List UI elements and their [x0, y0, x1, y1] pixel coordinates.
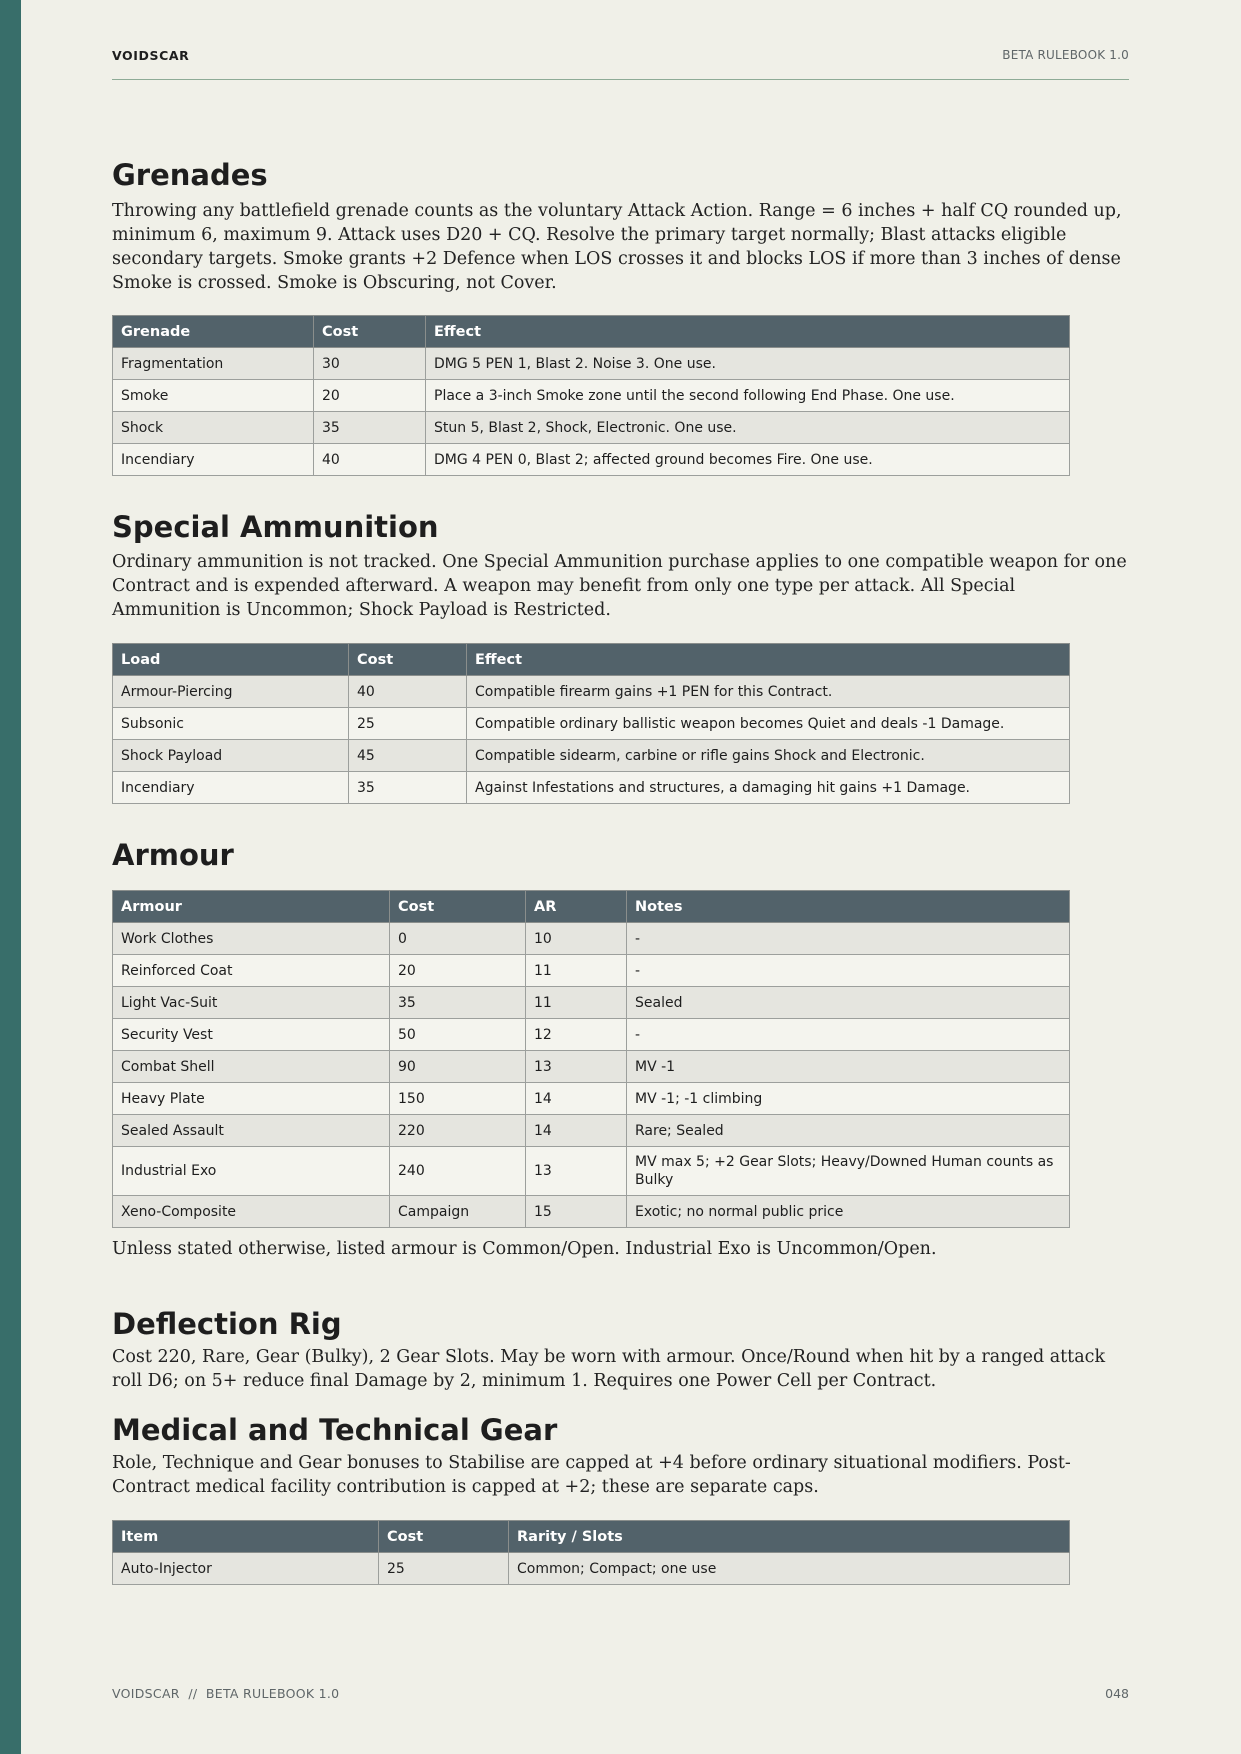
- table-cell: 50: [390, 1019, 526, 1051]
- table-cell: 45: [349, 740, 467, 772]
- table-cell: 13: [526, 1051, 627, 1083]
- table-cell: Subsonic: [113, 708, 349, 740]
- table-row: [113, 1147, 1070, 1196]
- table-row: [113, 955, 1070, 987]
- table-cell: Exotic; no normal public price: [627, 1196, 1070, 1228]
- column-header: Cost: [390, 891, 526, 923]
- table-cell: Stun 5, Blast 2, Shock, Electronic. One use.: [426, 412, 1070, 444]
- table-row: [113, 1051, 1070, 1083]
- medical-table: [112, 1520, 1070, 1585]
- table-cell: Auto-Injector: [113, 1553, 379, 1585]
- table-cell: MV max 5; +2 Gear Slots; Heavy/Downed Human counts as Bulky: [627, 1147, 1070, 1196]
- table-cell: 150: [390, 1083, 526, 1115]
- table-row: [113, 444, 1070, 476]
- table-row: [113, 1196, 1070, 1228]
- table-cell: 40: [349, 676, 467, 708]
- table-cell: 90: [390, 1051, 526, 1083]
- table-cell: 35: [390, 987, 526, 1019]
- table-cell: Smoke: [113, 380, 314, 412]
- table-header-row: [113, 316, 1070, 348]
- ammo-heading: Special Ammunition: [112, 510, 439, 544]
- column-header: Armour: [113, 891, 390, 923]
- armour-table: [112, 890, 1070, 1228]
- table-cell: Xeno-Composite: [113, 1196, 390, 1228]
- table-row: [113, 740, 1070, 772]
- deflection-text: Cost 220, Rare, Gear (Bulky), 2 Gear Slots. May be worn with armour. Once/Round when hit by a ranged attack roll D6; on 5+ reduce final Damage by 2, minimum 1. Requires one Power Cell per Contract.: [112, 1347, 1106, 1391]
- column-header: Effect: [467, 644, 1070, 676]
- table-cell: Heavy Plate: [113, 1083, 390, 1115]
- table-cell: Security Vest: [113, 1019, 390, 1051]
- column-header: Grenade: [113, 316, 314, 348]
- table-cell: 14: [526, 1115, 627, 1147]
- table-cell: Campaign: [390, 1196, 526, 1228]
- table-row: [113, 380, 1070, 412]
- table-cell: Armour-Piercing: [113, 676, 349, 708]
- table-row: [113, 1553, 1070, 1585]
- table-row: [113, 923, 1070, 955]
- table-cell: 220: [390, 1115, 526, 1147]
- grenades-heading: Grenades: [112, 158, 268, 192]
- table-header-row: [113, 1521, 1070, 1553]
- table-cell: 11: [526, 955, 627, 987]
- column-header: Rarity / Slots: [509, 1521, 1070, 1553]
- table-row: [113, 412, 1070, 444]
- armour-note: Unless stated otherwise, listed armour is Common/Open. Industrial Exo is Uncommon/Open.: [112, 1239, 937, 1259]
- page-spine-bar: [0, 0, 21, 1754]
- column-header: Notes: [627, 891, 1070, 923]
- column-header: Cost: [379, 1521, 509, 1553]
- table-cell: 20: [390, 955, 526, 987]
- table-cell: DMG 5 PEN 1, Blast 2. Noise 3. One use.: [426, 348, 1070, 380]
- table-cell: 20: [314, 380, 426, 412]
- table-cell: Place a 3-inch Smoke zone until the second following End Phase. One use.: [426, 380, 1070, 412]
- table-row: [113, 708, 1070, 740]
- table-cell: MV -1; -1 climbing: [627, 1083, 1070, 1115]
- table-cell: 0: [390, 923, 526, 955]
- table-cell: 14: [526, 1083, 627, 1115]
- table-cell: 12: [526, 1019, 627, 1051]
- table-cell: Reinforced Coat: [113, 955, 390, 987]
- table-cell: 13: [526, 1147, 627, 1196]
- table-cell: 10: [526, 923, 627, 955]
- table-cell: 35: [349, 772, 467, 804]
- table-row: [113, 676, 1070, 708]
- column-header: Item: [113, 1521, 379, 1553]
- grenades-intro: Throwing any battlefield grenade counts as the voluntary Attack Action. Range = 6 inches + half CQ rounded up, minimum 6, maximum 9. Attack uses D20 + CQ. Resolve the primary target normally; Blast attacks eligible secondary targets. Smoke grants +2 Defence when LOS crosses it and blocks LOS if more than 3 inches of dense Smoke is crossed. Smoke is Obscuring, not Cover.: [112, 201, 1122, 293]
- table-cell: Incendiary: [113, 444, 314, 476]
- medical-intro: Role, Technique and Gear bonuses to Stabilise are capped at +4 before ordinary situational modifiers. Post-Contract medical facility contribution is capped at +2; these are separate caps.: [112, 1453, 1071, 1497]
- table-header-row: [113, 891, 1070, 923]
- table-cell: Common; Compact; one use: [509, 1553, 1070, 1585]
- table-cell: Rare; Sealed: [627, 1115, 1070, 1147]
- armour-heading: Armour: [112, 838, 234, 872]
- table-cell: Compatible sidearm, carbine or rifle gains Shock and Electronic.: [467, 740, 1070, 772]
- ammo-intro: Ordinary ammunition is not tracked. One Special Ammunition purchase applies to one compatible weapon for one Contract and is expended afterward. A weapon may benefit from only one type per attack. All Special Ammunition is Uncommon; Shock Payload is Restricted.: [112, 552, 1127, 620]
- table-cell: DMG 4 PEN 0, Blast 2; affected ground becomes Fire. One use.: [426, 444, 1070, 476]
- page-header: [112, 48, 1129, 80]
- grenades-table: [112, 315, 1070, 476]
- table-cell: Shock: [113, 412, 314, 444]
- medical-heading: Medical and Technical Gear: [112, 1413, 558, 1447]
- table-row: [113, 348, 1070, 380]
- table-cell: 35: [314, 412, 426, 444]
- table-row: [113, 1115, 1070, 1147]
- table-header-row: [113, 644, 1070, 676]
- table-cell: -: [627, 1019, 1070, 1051]
- table-cell: Sealed: [627, 987, 1070, 1019]
- page-number: 048: [1105, 1686, 1129, 1701]
- table-cell: Industrial Exo: [113, 1147, 390, 1196]
- table-cell: -: [627, 923, 1070, 955]
- table-cell: Compatible firearm gains +1 PEN for this Contract.: [467, 676, 1070, 708]
- table-cell: Light Vac-Suit: [113, 987, 390, 1019]
- column-header: AR: [526, 891, 627, 923]
- table-cell: Incendiary: [113, 772, 349, 804]
- column-header: Effect: [426, 316, 1070, 348]
- table-cell: 25: [379, 1553, 509, 1585]
- header-brand: VOIDSCAR: [112, 48, 190, 63]
- table-cell: 25: [349, 708, 467, 740]
- column-header: Cost: [314, 316, 426, 348]
- table-row: [113, 1019, 1070, 1051]
- ammo-table: [112, 643, 1070, 804]
- table-cell: Sealed Assault: [113, 1115, 390, 1147]
- table-cell: 11: [526, 987, 627, 1019]
- deflection-heading: Deflection Rig: [112, 1307, 342, 1341]
- table-cell: 30: [314, 348, 426, 380]
- table-cell: 240: [390, 1147, 526, 1196]
- table-cell: Compatible ordinary ballistic weapon becomes Quiet and deals -1 Damage.: [467, 708, 1070, 740]
- table-cell: Against Infestations and structures, a damaging hit gains +1 Damage.: [467, 772, 1070, 804]
- table-cell: Combat Shell: [113, 1051, 390, 1083]
- table-cell: Work Clothes: [113, 923, 390, 955]
- footer-title: VOIDSCAR // BETA RULEBOOK 1.0: [112, 1686, 340, 1701]
- table-cell: MV -1: [627, 1051, 1070, 1083]
- table-row: [113, 772, 1070, 804]
- table-cell: Fragmentation: [113, 348, 314, 380]
- table-row: [113, 987, 1070, 1019]
- table-cell: 40: [314, 444, 426, 476]
- column-header: Load: [113, 644, 349, 676]
- column-header: Cost: [349, 644, 467, 676]
- table-cell: -: [627, 955, 1070, 987]
- table-row: [113, 1083, 1070, 1115]
- page-content: [112, 157, 1129, 1585]
- header-edition: BETA RULEBOOK 1.0: [1002, 48, 1129, 62]
- table-cell: 15: [526, 1196, 627, 1228]
- table-cell: Shock Payload: [113, 740, 349, 772]
